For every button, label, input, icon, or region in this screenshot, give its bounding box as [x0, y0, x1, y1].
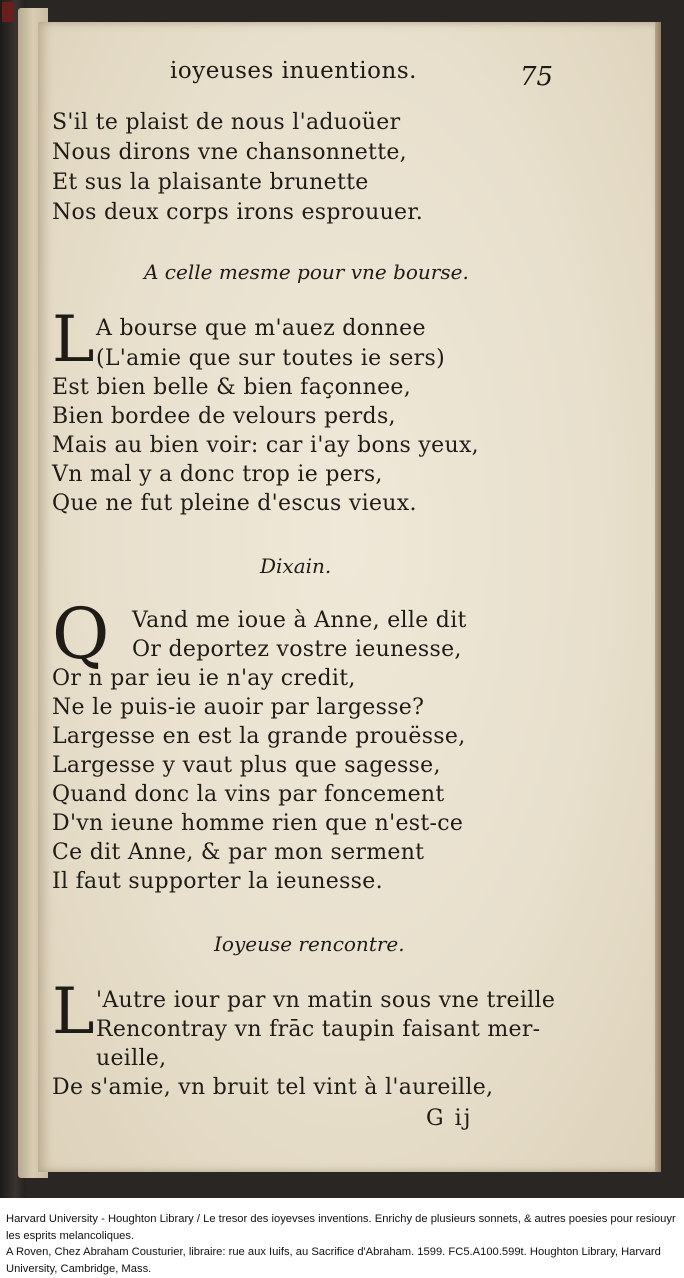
verse-line: De s'amie, vn bruit tel vint à l'aureille, [52, 1075, 494, 1100]
verse-line: 'Autre iour par vn matin sous vne treille [96, 988, 556, 1013]
verse-line: Or n par ieu ie n'ay credit, [52, 666, 356, 691]
drop-cap: L [52, 303, 95, 377]
verse-line: Quand donc la vins par foncement [52, 782, 445, 807]
catchword: G ij [426, 1106, 473, 1131]
drop-cap: L [52, 975, 95, 1049]
poem-heading: Ioyeuse rencontre. [214, 932, 405, 956]
folio-number: 75 [520, 62, 554, 92]
verse-line: Ce dit Anne, & par mon serment [52, 840, 425, 865]
verse-line: Largesse y vaut plus que sagesse, [52, 753, 441, 778]
verse-line: A bourse que m'auez donnee [96, 316, 426, 341]
caption-line: A Roven, Chez Abraham Cousturier, libraire: rue aux Iuifs, au Sacrifice d'Abraham. 1599. FC5.A100.599t. Houghton Library, Harvard University, Cambridge, Mass. [6, 1246, 661, 1275]
page-fore-edge [655, 22, 661, 1172]
verse-line: Nous dirons vne chansonnette, [52, 140, 407, 165]
verse-line: Et sus la plaisante brunette [52, 170, 369, 195]
verse-line: Que ne fut pleine d'escus vieux. [52, 491, 417, 516]
verse-line: Vand me ioue à Anne, elle dit [132, 608, 467, 633]
caption-line: Harvard University - Houghton Library / Le tresor des ioyevses inventions. Enrichy de plusieurs sonnets, & autres poesies pour resiouyr les esprits melancoliques. [6, 1213, 676, 1242]
drop-cap: Q [52, 593, 110, 675]
verse-line: (L'amie que sur toutes ie sers) [96, 346, 445, 371]
running-head: ioyeuses inuentions. [170, 58, 417, 84]
verse-line: Ne le puis-ie auoir par largesse? [52, 695, 425, 720]
book-page [38, 22, 660, 1172]
image-caption [6, 1211, 678, 1277]
verse-line: Bien bordee de velours perds, [52, 404, 396, 429]
verse-line: Rencontray vn frāc taupin faisant mer- [96, 1017, 541, 1042]
verse-line: Mais au bien voir: car i'ay bons yeux, [52, 433, 479, 458]
verse-line: Il faut supporter la ieunesse. [52, 869, 383, 894]
spine-red-mark [2, 2, 14, 22]
verse-line: ueille, [96, 1046, 167, 1071]
verse-line: Largesse en est la grande prouësse, [52, 724, 466, 749]
poem-heading: A celle mesme pour vne bourse. [144, 260, 469, 284]
verse-line: D'vn ieune homme rien que n'est-ce [52, 811, 464, 836]
verse-line: Est bien belle & bien façonnee, [52, 375, 412, 400]
verse-line: Nos deux corps irons esprouuer. [52, 200, 424, 225]
verse-line: Or deportez vostre ieunesse, [132, 637, 462, 662]
poem-heading: Dixain. [260, 554, 332, 578]
verse-line: S'il te plaist de nous l'aduoüer [52, 110, 401, 135]
verse-line: Vn mal y a donc trop ie pers, [52, 462, 383, 487]
